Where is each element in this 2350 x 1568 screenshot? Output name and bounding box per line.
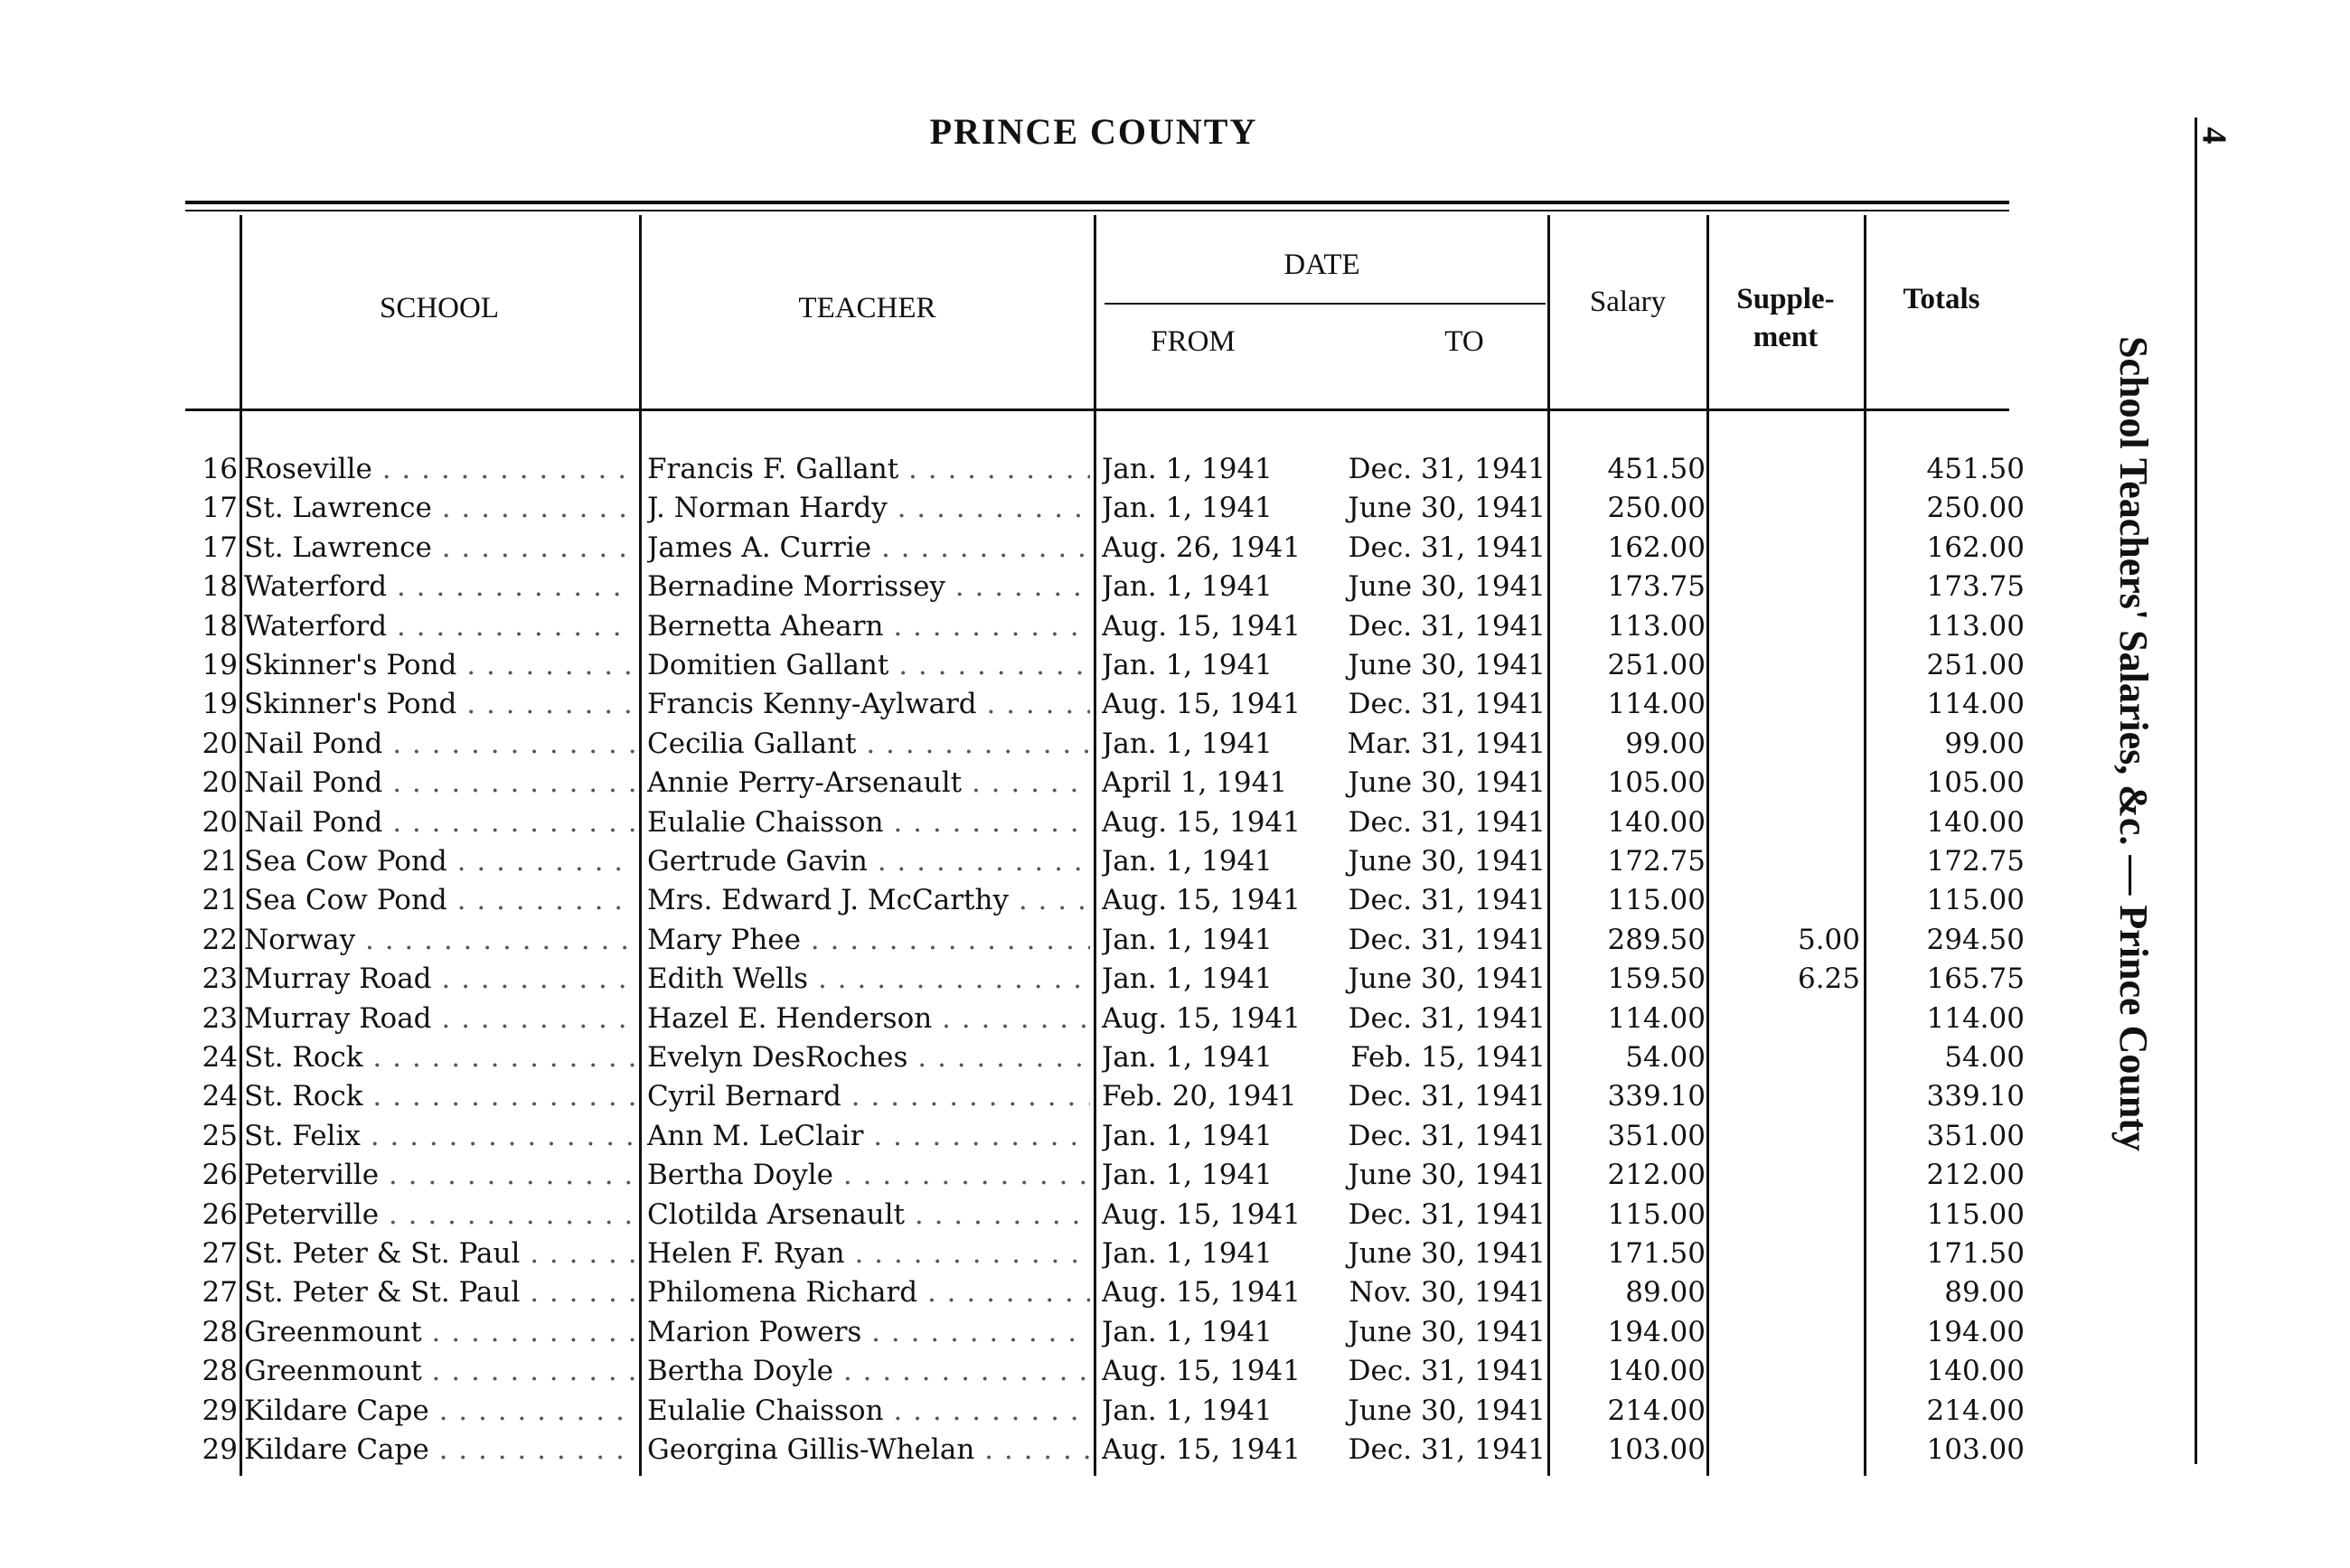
side-title: School Teachers' Salaries, &c. — Prince County	[2111, 336, 2156, 1151]
row-number: 29	[202, 1394, 238, 1427]
table-row	[0, 1273, 2350, 1312]
school-name: Nail Pond . . .	[244, 803, 634, 842]
salary-value: 113.00	[1607, 609, 1706, 643]
row-number: 19	[202, 688, 238, 721]
header-school: SCHOOL	[379, 292, 500, 324]
date-from: Jan. 1, 1941	[1102, 492, 1273, 525]
page-title: PRINCE COUNTY	[929, 111, 1258, 152]
total-value: 105.00	[1926, 766, 2025, 800]
row-number: 21	[202, 884, 238, 917]
teacher-name: Evelyn DesRoches . . .	[647, 1038, 1090, 1077]
teacher-name: Clotilda Arsenault . . .	[647, 1196, 1090, 1235]
supplement-value	[1711, 529, 1860, 568]
school-name: Norway . . .	[244, 921, 634, 960]
school-name: Greenmount . . .	[244, 1352, 634, 1391]
school-name: Peterville . . .	[244, 1156, 634, 1195]
salary-value: 214.00	[1607, 1394, 1706, 1427]
table-row	[0, 725, 2350, 764]
date-to: June 30, 1941	[1348, 766, 1546, 800]
row-number: 28	[202, 1315, 238, 1348]
table-row	[0, 607, 2350, 646]
table-row	[0, 1352, 2350, 1391]
total-value: 165.75	[1926, 962, 2025, 996]
header-totals: Totals	[1903, 283, 1980, 315]
total-value: 54.00	[1944, 1041, 2025, 1074]
school-name: Sea Cow Pond . . .	[244, 881, 634, 920]
row-number: 27	[202, 1237, 238, 1270]
supplement-value	[1711, 489, 1860, 528]
row-number: 24	[202, 1041, 238, 1074]
total-value: 294.50	[1926, 923, 2025, 956]
margin-rule	[2195, 117, 2197, 1464]
date-to: June 30, 1941	[1348, 1237, 1546, 1270]
salary-value: 114.00	[1607, 1001, 1706, 1035]
salary-value: 54.00	[1625, 1041, 1706, 1074]
date-from: Jan. 1, 1941	[1102, 727, 1273, 760]
school-name: Waterford . . .	[244, 568, 634, 606]
table-row	[0, 1077, 2350, 1116]
table-row	[0, 450, 2350, 489]
table-row	[0, 803, 2350, 842]
supplement-value	[1711, 1077, 1860, 1116]
supplement-value	[1711, 1000, 1860, 1038]
teacher-name: James A. Currie . . .	[647, 529, 1090, 568]
supplement-value	[1711, 568, 1860, 606]
supplement-value	[1711, 1273, 1860, 1312]
total-value: 140.00	[1926, 805, 2025, 839]
date-to: Feb. 15, 1941	[1350, 1041, 1546, 1074]
date-to: June 30, 1941	[1348, 570, 1546, 604]
salary-value: 140.00	[1607, 805, 1706, 839]
page-number: 4	[2195, 127, 2233, 145]
date-from: Jan. 1, 1941	[1102, 1041, 1273, 1074]
date-from: Aug. 15, 1941	[1102, 1197, 1301, 1231]
date-to: Dec. 31, 1941	[1348, 1080, 1546, 1113]
supplement-value	[1711, 1352, 1860, 1391]
salary-value: 140.00	[1607, 1355, 1706, 1388]
school-name: Nail Pond . . .	[244, 725, 634, 764]
school-name: Greenmount . . .	[244, 1313, 634, 1352]
date-from: April 1, 1941	[1102, 766, 1288, 800]
salary-value: 115.00	[1607, 1197, 1706, 1231]
date-from: Jan. 1, 1941	[1102, 1159, 1273, 1192]
date-to: Dec. 31, 1941	[1348, 1433, 1546, 1466]
row-number: 18	[202, 609, 238, 643]
teacher-name: Domitien Gallant . . .	[647, 646, 1090, 685]
supplement-value	[1711, 881, 1860, 920]
date-from: Jan. 1, 1941	[1102, 649, 1273, 681]
total-value: 114.00	[1926, 1001, 2025, 1035]
row-number: 23	[202, 962, 238, 996]
total-value: 114.00	[1926, 688, 2025, 721]
supplement-value	[1711, 803, 1860, 842]
date-from: Aug. 15, 1941	[1102, 688, 1301, 721]
date-from: Aug. 15, 1941	[1102, 1355, 1301, 1388]
date-split-rule	[1104, 303, 1546, 305]
teacher-name: Bernetta Ahearn . . .	[647, 607, 1090, 646]
school-name: Waterford . . .	[244, 607, 634, 646]
row-number: 26	[202, 1159, 238, 1192]
total-value: 115.00	[1926, 884, 2025, 917]
supplement-value	[1711, 607, 1860, 646]
school-name: St. Peter & St. Paul . . .	[244, 1273, 634, 1312]
table-row	[0, 960, 2350, 999]
row-number: 20	[202, 727, 238, 760]
school-name: Skinner's Pond . . .	[244, 646, 634, 685]
date-to: June 30, 1941	[1348, 962, 1546, 996]
table-row	[0, 685, 2350, 724]
salary-value: 89.00	[1625, 1276, 1706, 1310]
total-value: 115.00	[1926, 1197, 2025, 1231]
date-from: Jan. 1, 1941	[1102, 1119, 1273, 1152]
table-row	[0, 764, 2350, 803]
row-number: 19	[202, 649, 238, 681]
date-to: Dec. 31, 1941	[1348, 884, 1546, 917]
salary-value: 212.00	[1607, 1159, 1706, 1192]
salary-value: 171.50	[1607, 1237, 1706, 1270]
teacher-name: Marion Powers . . .	[647, 1313, 1090, 1352]
supplement-value	[1711, 1038, 1860, 1077]
total-value: 214.00	[1926, 1394, 2025, 1427]
total-value: 351.00	[1926, 1119, 2025, 1152]
table-row	[0, 842, 2350, 881]
salary-value: 105.00	[1607, 766, 1706, 800]
table-row	[0, 1313, 2350, 1352]
school-name: St. Felix . . .	[244, 1117, 634, 1156]
supplement-value	[1711, 1235, 1860, 1273]
date-to: June 30, 1941	[1348, 1315, 1546, 1348]
salary-value: 103.00	[1607, 1433, 1706, 1466]
total-value: 251.00	[1926, 649, 2025, 681]
date-to: Dec. 31, 1941	[1348, 1197, 1546, 1231]
total-value: 89.00	[1944, 1276, 2025, 1310]
school-name: St. Peter & St. Paul . . .	[244, 1235, 634, 1273]
total-value: 171.50	[1926, 1237, 2025, 1270]
header-date: DATE	[1283, 249, 1360, 281]
supplement-value	[1711, 646, 1860, 685]
row-number: 26	[202, 1197, 238, 1231]
supplement-value	[1711, 725, 1860, 764]
school-name: Kildare Cape . . .	[244, 1392, 634, 1431]
teacher-name: Bertha Doyle . . .	[647, 1352, 1090, 1391]
top-rule-thin	[185, 210, 2009, 211]
header-salary: Salary	[1589, 286, 1667, 318]
school-name: Sea Cow Pond . . .	[244, 842, 634, 881]
total-value: 194.00	[1926, 1315, 2025, 1348]
row-number: 29	[202, 1433, 238, 1466]
supplement-value	[1711, 1156, 1860, 1195]
row-number: 16	[202, 453, 238, 485]
date-to: June 30, 1941	[1348, 845, 1546, 878]
school-name: St. Lawrence . . .	[244, 529, 634, 568]
date-from: Jan. 1, 1941	[1102, 1315, 1273, 1348]
date-from: Jan. 1, 1941	[1102, 1394, 1273, 1427]
date-to: Dec. 31, 1941	[1348, 923, 1546, 956]
teacher-name: Philomena Richard . . .	[647, 1273, 1090, 1312]
header-supplement-line1: Supple-	[1736, 283, 1835, 315]
row-number: 28	[202, 1355, 238, 1388]
header-to: TO	[1444, 325, 1484, 358]
teacher-name: Annie Perry-Arsenault . . .	[647, 764, 1090, 803]
supplement-value	[1711, 1196, 1860, 1235]
row-number: 17	[202, 530, 238, 564]
date-from: Aug. 26, 1941	[1102, 530, 1301, 564]
school-name: Peterville . . .	[244, 1196, 634, 1235]
top-rule	[185, 201, 2009, 204]
table-row	[0, 1156, 2350, 1195]
date-to: Nov. 30, 1941	[1349, 1276, 1546, 1310]
header-supplement	[1711, 280, 1860, 356]
supplement-value	[1711, 1431, 1860, 1469]
date-from: Jan. 1, 1941	[1102, 962, 1273, 996]
row-number: 27	[202, 1276, 238, 1310]
date-to: Dec. 31, 1941	[1348, 609, 1546, 643]
school-name: Murray Road . . .	[244, 960, 634, 999]
table-row	[0, 1196, 2350, 1235]
table-row	[0, 1392, 2350, 1431]
teacher-name: Francis F. Gallant . . .	[647, 450, 1090, 489]
table-row	[0, 529, 2350, 568]
date-from: Aug. 15, 1941	[1102, 884, 1301, 917]
date-from: Feb. 20, 1941	[1102, 1080, 1297, 1113]
date-from: Jan. 1, 1941	[1102, 1237, 1273, 1270]
date-to: Dec. 31, 1941	[1348, 453, 1546, 485]
supplement-value	[1711, 764, 1860, 803]
supplement-value	[1711, 1117, 1860, 1156]
supplement-value	[1711, 450, 1860, 489]
supplement-value	[1711, 1313, 1860, 1352]
date-from: Jan. 1, 1941	[1102, 923, 1273, 956]
school-name: Skinner's Pond . . .	[244, 685, 634, 724]
row-number: 25	[202, 1119, 238, 1152]
teacher-name: Helen F. Ryan . . .	[647, 1235, 1090, 1273]
table-row	[0, 921, 2350, 960]
date-from: Aug. 15, 1941	[1102, 1276, 1301, 1310]
teacher-name: Cecilia Gallant . . .	[647, 725, 1090, 764]
date-from: Jan. 1, 1941	[1102, 453, 1273, 485]
date-from: Aug. 15, 1941	[1102, 609, 1301, 643]
total-value: 172.75	[1926, 845, 2025, 878]
date-to: Dec. 31, 1941	[1348, 530, 1546, 564]
teacher-name: Bernadine Morrissey . . .	[647, 568, 1090, 606]
total-value: 451.50	[1926, 453, 2025, 485]
school-name: Kildare Cape . . .	[244, 1431, 634, 1469]
date-to: Dec. 31, 1941	[1348, 805, 1546, 839]
teacher-name: Bertha Doyle . . .	[647, 1156, 1090, 1195]
teacher-name: Hazel E. Henderson . . .	[647, 1000, 1090, 1038]
table-row	[0, 1235, 2350, 1273]
header-teacher: TEACHER	[798, 292, 936, 324]
table-row	[0, 646, 2350, 685]
school-name: Nail Pond . . .	[244, 764, 634, 803]
school-name: Roseville . . .	[244, 450, 634, 489]
salary-value: 114.00	[1607, 688, 1706, 721]
teacher-name: Georgina Gillis-Whelan . . .	[647, 1431, 1090, 1469]
date-to: Dec. 31, 1941	[1348, 1001, 1546, 1035]
total-value: 103.00	[1926, 1433, 2025, 1466]
total-value: 173.75	[1926, 570, 2025, 604]
table-row	[0, 1038, 2350, 1077]
header-bottom-rule	[185, 408, 2009, 411]
supplement-value	[1711, 842, 1860, 881]
row-number: 18	[202, 570, 238, 604]
total-value: 250.00	[1926, 492, 2025, 525]
date-to: Mar. 31, 1941	[1347, 727, 1546, 760]
salary-value: 99.00	[1625, 727, 1706, 760]
total-value: 162.00	[1926, 530, 2025, 564]
date-from: Aug. 15, 1941	[1102, 1433, 1301, 1466]
row-number: 20	[202, 766, 238, 800]
row-number: 22	[202, 923, 238, 956]
salary-value: 172.75	[1607, 845, 1706, 878]
salary-value: 162.00	[1607, 530, 1706, 564]
teacher-name: Edith Wells . . .	[647, 960, 1090, 999]
teacher-name: Francis Kenny-Aylward . . .	[647, 685, 1090, 724]
teacher-name: Ann M. LeClair . . .	[647, 1117, 1090, 1156]
total-value: 212.00	[1926, 1159, 2025, 1192]
salary-value: 351.00	[1607, 1119, 1706, 1152]
total-value: 99.00	[1944, 727, 2025, 760]
date-from: Jan. 1, 1941	[1102, 570, 1273, 604]
salary-value: 289.50	[1607, 923, 1706, 956]
table-row	[0, 1117, 2350, 1156]
salary-value: 339.10	[1607, 1080, 1706, 1113]
salary-value: 173.75	[1607, 570, 1706, 604]
row-number: 23	[202, 1001, 238, 1035]
salary-value: 451.50	[1607, 453, 1706, 485]
school-name: St. Lawrence . . .	[244, 489, 634, 528]
teacher-name: Eulalie Chaisson . . .	[647, 803, 1090, 842]
date-to: Dec. 31, 1941	[1348, 1119, 1546, 1152]
header-from: FROM	[1151, 325, 1236, 358]
date-to: June 30, 1941	[1348, 1394, 1546, 1427]
table-row	[0, 1431, 2350, 1469]
date-to: June 30, 1941	[1348, 492, 1546, 525]
date-to: June 30, 1941	[1348, 649, 1546, 681]
teacher-name: J. Norman Hardy . . .	[647, 489, 1090, 528]
total-value: 113.00	[1926, 609, 2025, 643]
school-name: St. Rock . . .	[244, 1038, 634, 1077]
total-value: 140.00	[1926, 1355, 2025, 1388]
row-number: 21	[202, 845, 238, 878]
teacher-name: Cyril Bernard . . .	[647, 1077, 1090, 1116]
row-number: 17	[202, 492, 238, 525]
teacher-name: Mrs. Edward J. McCarthy . . .	[647, 881, 1090, 920]
total-value: 339.10	[1926, 1080, 2025, 1113]
supplement-value: 6.25	[1797, 962, 1860, 996]
header-supplement-line2: ment	[1753, 321, 1819, 353]
teacher-name: Mary Phee . . .	[647, 921, 1090, 960]
table-row	[0, 881, 2350, 920]
date-to: Dec. 31, 1941	[1348, 688, 1546, 721]
salary-value: 251.00	[1607, 649, 1706, 681]
table-row	[0, 568, 2350, 606]
teacher-name: Eulalie Chaisson . . .	[647, 1392, 1090, 1431]
row-number: 20	[202, 805, 238, 839]
school-name: Murray Road . . .	[244, 1000, 634, 1038]
supplement-value	[1711, 1392, 1860, 1431]
date-from: Aug. 15, 1941	[1102, 1001, 1301, 1035]
supplement-value: 5.00	[1797, 923, 1860, 956]
supplement-value	[1711, 685, 1860, 724]
table-row	[0, 1000, 2350, 1038]
salary-value: 194.00	[1607, 1315, 1706, 1348]
row-number: 24	[202, 1080, 238, 1113]
date-from: Aug. 15, 1941	[1102, 805, 1301, 839]
school-name: St. Rock . . .	[244, 1077, 634, 1116]
table-row	[0, 489, 2350, 528]
salary-value: 159.50	[1607, 962, 1706, 996]
salary-value: 250.00	[1607, 492, 1706, 525]
teacher-name: Gertrude Gavin . . .	[647, 842, 1090, 881]
salary-value: 115.00	[1607, 884, 1706, 917]
date-to: June 30, 1941	[1348, 1159, 1546, 1192]
date-to: Dec. 31, 1941	[1348, 1355, 1546, 1388]
date-from: Jan. 1, 1941	[1102, 845, 1273, 878]
